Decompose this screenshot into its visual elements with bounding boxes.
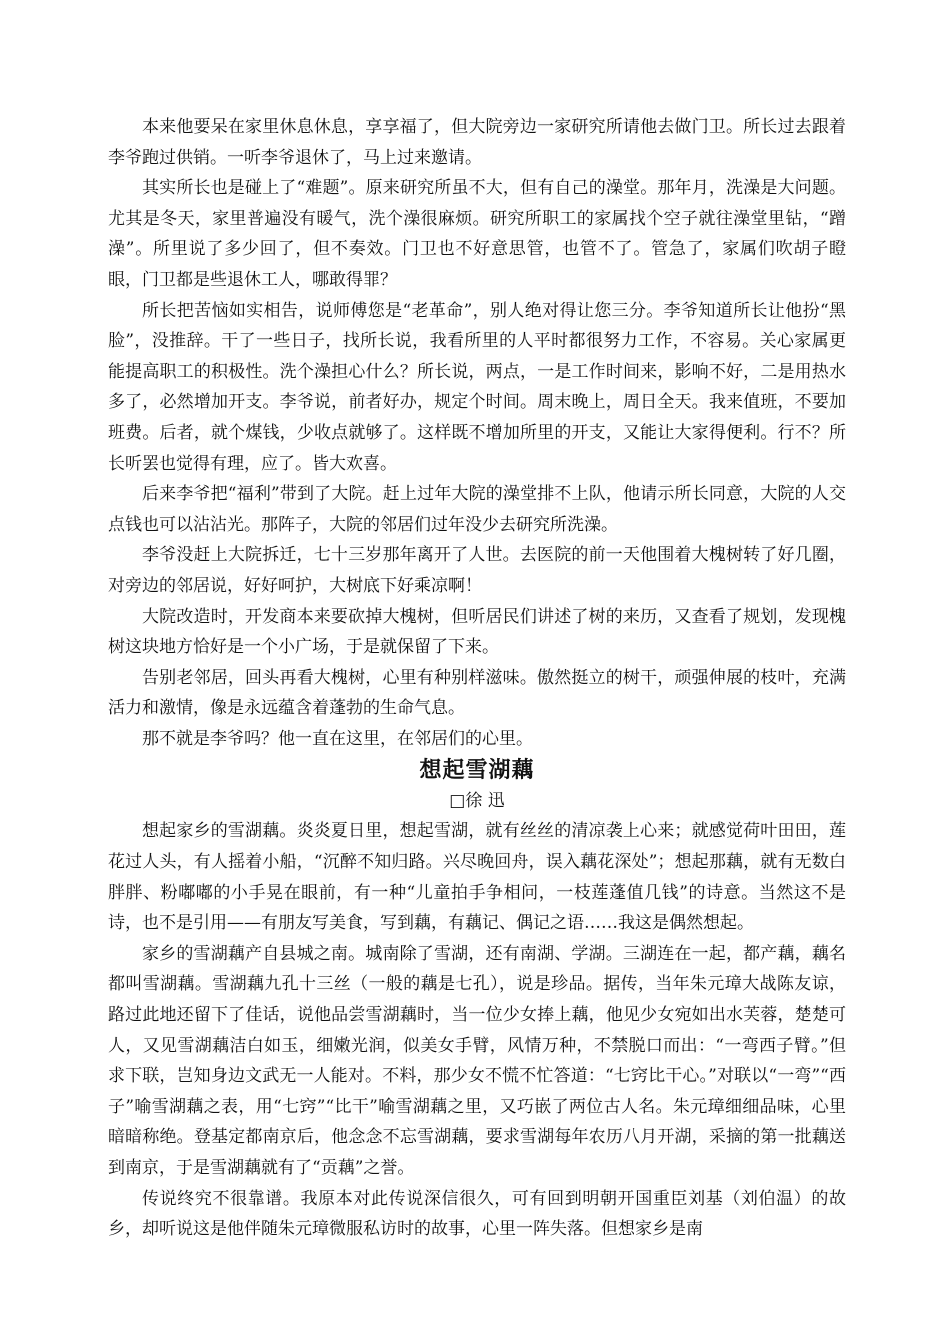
paragraph: 其实所长也是碰上了“难题”。原来研究所虽不大，但有自己的澡堂。那年月，洗澡是大问题。尤其是冬天，家里普遍没有暖气，洗个澡很麻烦。研究所职工的家属找个空子就往澡堂里钻，“蹭澡”。所里说了多少回了，但不奏效。门卫也不好意思管，也管不了。管急了，家属们吹胡子瞪眼，门卫都是些退休工人，哪敢得罪？ <box>108 178 846 290</box>
paragraph: 传说终究不很靠谱。我原本对此传说深信很久，可有回到明朝开国重臣刘基（刘伯温）的故乡，却听说这是他伴随朱元璋微服私访时的故事，心里一阵失落。但想家乡是南 <box>108 1188 846 1240</box>
paragraph: 告别老邻居，回头再看大槐树，心里有种别样滋味。傲然挺立的树干，顽强伸展的枝叶，充满活力和激情，像是永远蕴含着蓬勃的生命气息。 <box>108 667 846 719</box>
article-author: □徐 迅 <box>449 791 505 812</box>
paragraph: 那不就是李爷吗？他一直在这里，在邻居们的心里。 <box>142 728 533 749</box>
paragraph: 大院改造时，开发商本来要砍掉大槐树，但听居民们讲述了树的来历，又查看了规划，发现槐树这块地方恰好是一个小广场，于是就保留了下来。 <box>108 606 846 658</box>
paragraph: 所长把苦恼如实相告，说师傅您是“老革命”，别人绝对得让您三分。李爷知道所长让他扮“黑脸”，没推辞。干了一些日子，找所长说，我看所里的人平时都很努力工作，不容易。关心家属更能提高职工的积极性。洗个澡担心什么？所长说，两点，一是工作时间来，影响不好，二是用热水多了，必然增加开支。李爷说，前者好办，规定个时间。周末晚上，周日全天。我来值班，不要加班费。后者，就个煤钱，少收点就够了。这样既不增加所里的开支，又能让大家得便利。行不？所长听罢也觉得有理，应了。皆大欢喜。 <box>108 300 846 474</box>
document-page <box>108 112 846 1245</box>
paragraph: 本来他要呆在家里休息休息，享享福了，但大院旁边一家研究所请他去做门卫。所长过去跟着李爷跑过供销。一听李爷退休了，马上过来邀请。 <box>108 117 846 168</box>
article-title: 想起雪湖藕 <box>419 758 535 784</box>
paragraph: 李爷没赶上大院拆迁，七十三岁那年离开了人世。去医院的前一天他围着大槐树转了好几圈，对旁边的邻居说，好好呵护，大树底下好乘凉啊！ <box>108 545 846 596</box>
paragraph: 想起家乡的雪湖藕。炎炎夏日里，想起雪湖，就有丝丝的清凉袭上心来；就感觉荷叶田田，莲花过人头，有人摇着小船，“沉醉不知归路。兴尽晚回舟，误入藕花深处”；想起那藕，就有无数白胖胖、粉嘟嘟的小手晃在眼前，有一种“儿童拍手争相问，一枝莲蓬值几钱”的诗意。当然这不是诗，也不是引用——有朋友写美食，写到藕，有藕记、偶记之语……我这是偶然想起。 <box>108 821 846 934</box>
paragraph: 后来李爷把“福利”带到了大院。赶上过年大院的澡堂排不上队，他请示所长同意，大院的人交点钱也可以沾沾光。那阵子，大院的邻居们过年没少去研究所洗澡。 <box>108 484 846 535</box>
paragraph: 家乡的雪湖藕产自县城之南。城南除了雪湖，还有南湖、学湖。三湖连在一起，都产藕，藕名都叫雪湖藕。雪湖藕九孔十三丝（一般的藕是七孔），说是珍品。据传，当年朱元璋大战陈友谅，路过此地还留下了佳话，说他品尝雪湖藕时，当一位少女捧上藕，他见少女宛如出水芙蓉，楚楚可人，又见雪湖藕洁白如玉，细嫩光润，似美女手臂，风情万种，不禁脱口而出：“一弯西子臂。”但求下联，岂知身边文武无一人能对。不料，那少女不慌不忙答道：“七窍比干心。”对联以“一弯”“西子”喻雪湖藕之表，用“七窍”“比干”喻雪湖藕之里，又巧嵌了两位古人名。朱元璋细细品味，心里暗暗称绝。登基定都南京后，他念念不忘雪湖藕，要求雪湖每年农历八月开湖，采摘的第一批藕送到南京，于是雪湖藕就有了“贡藕”之誉。 <box>108 943 846 1178</box>
